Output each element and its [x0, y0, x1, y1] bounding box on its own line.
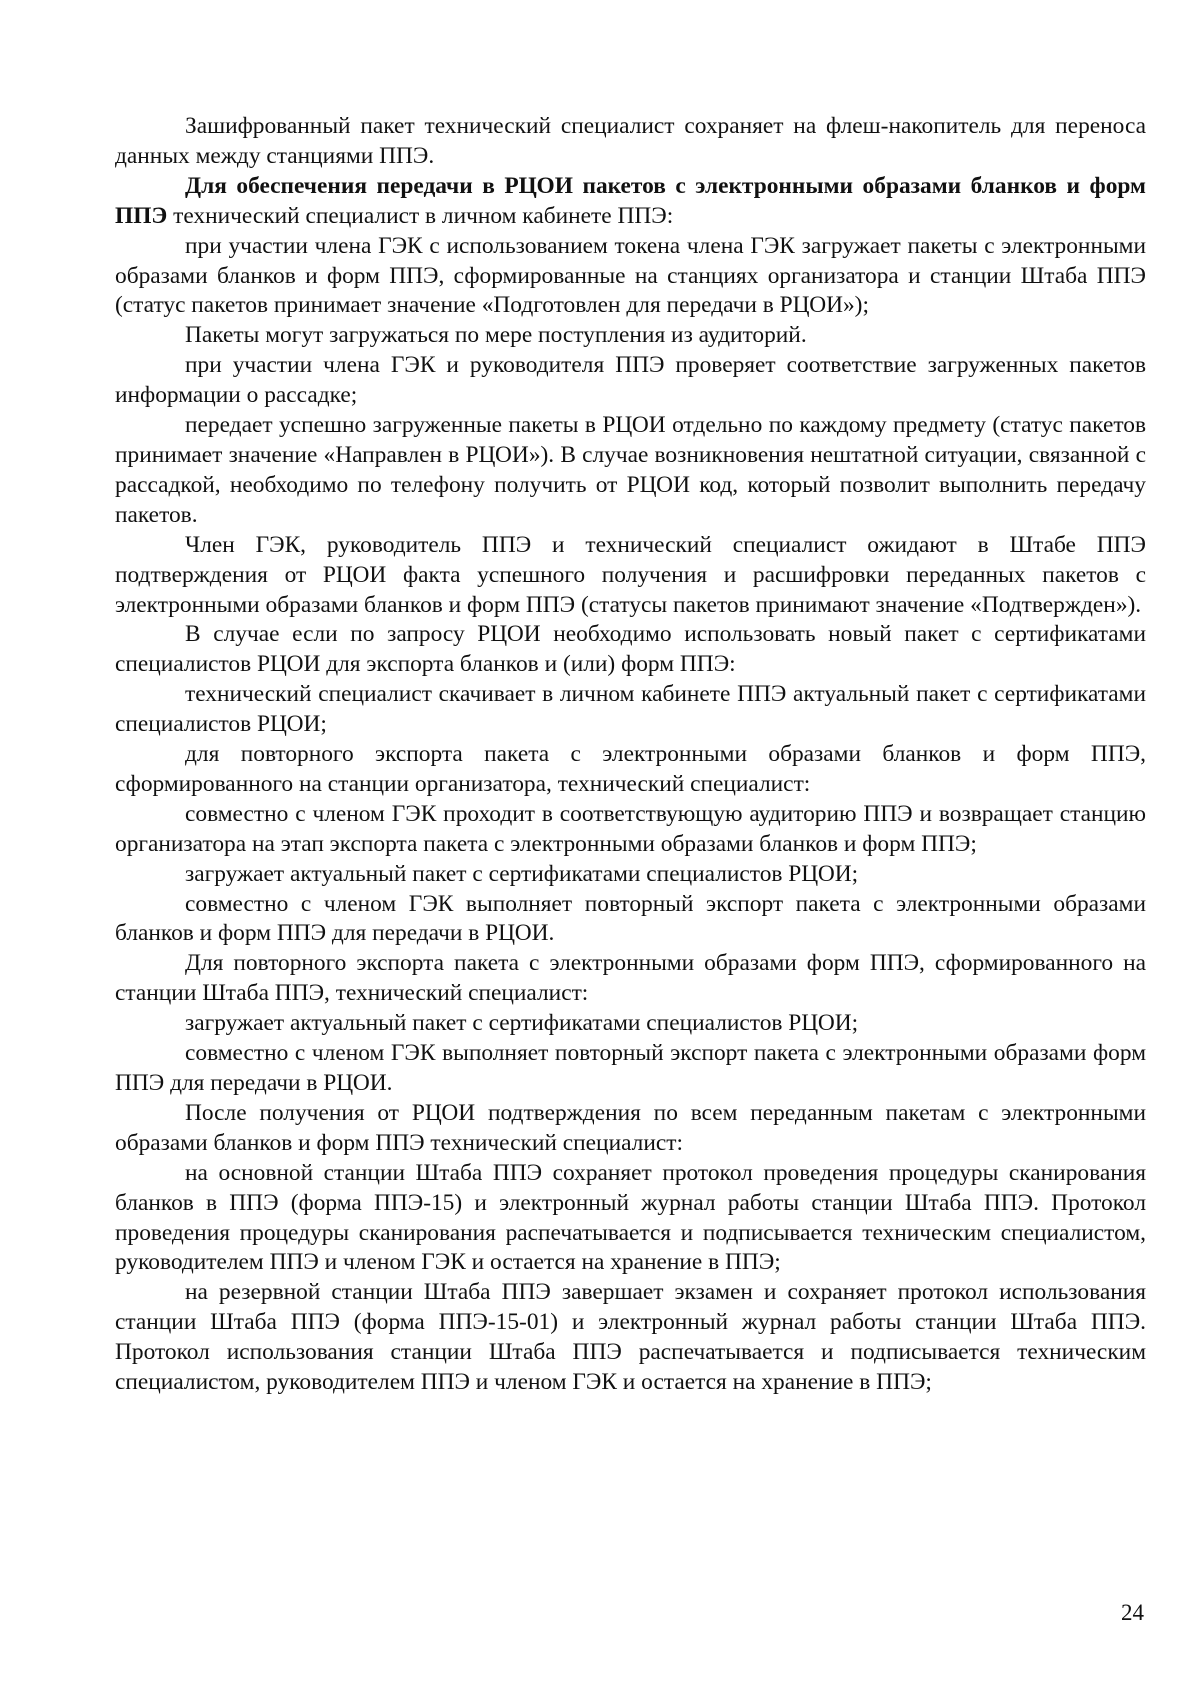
paragraph-12: загружает актуальный пакет с сертификатами специалистов РЦОИ; — [185, 860, 859, 887]
paragraph-19: на резервной станции Штаба ППЭ завершает экзамен и сохраняет протокол использования станции Штаба ППЭ (форма ППЭ-15-01) и электронный журнал работы станции Штаба ППЭ. Протокол использования станции Штаба ППЭ распечатывается и подписывается техническим специалистом, руководителем ППЭ и членом ГЭК и остается на хранение в ППЭ; — [115, 1279, 1146, 1396]
paragraph-18: на основной станции Штаба ППЭ сохраняет протокол проведения процедуры сканирования бланков в ППЭ (форма ППЭ-15) и электронный журнал работы станции Штаба ППЭ. Протокол проведения процедуры сканирования распечатывается и подписывается техническим специалистом, руководителем ППЭ и членом ГЭК и остается на хранение в ППЭ; — [115, 1159, 1146, 1276]
paragraph-6: передает успешно загруженные пакеты в РЦОИ отдельно по каждому предмету (статус пакетов принимает значение «Направлен в РЦОИ»). В случае возникновения нештатной ситуации, связанной с рассадкой, необходимо по телефону получить от РЦОИ код, который позволит выполнить передачу пакетов. — [115, 412, 1146, 528]
paragraph-10: для повторного экспорта пакета с электронными образами бланков и форм ППЭ, сформированного на станции организатора, технический специалист: — [115, 741, 1146, 797]
paragraph-5: при участии члена ГЭК и руководителя ППЭ проверяет соответствие загруженных пакетов информации о рассадке; — [115, 352, 1146, 409]
paragraph-3: при участии члена ГЭК с использованием токена члена ГЭК загружает пакеты с электронными образами бланков и форм ППЭ, сформированные на станциях организатора и станции Штаба ППЭ (статус пакетов принимает значение «Подготовлен для передачи в РЦОИ»); — [115, 232, 1146, 319]
paragraph-2: Для обеспечения передачи в РЦОИ пакетов с электронными образами бланков и форм ППЭ технический специалист в личном кабинете ППЭ: — [115, 172, 1146, 229]
paragraph-9: технический специалист скачивает в личном кабинете ППЭ актуальный пакет с сертификатами специалистов РЦОИ; — [115, 681, 1146, 738]
paragraph-17: После получения от РЦОИ подтверждения по всем переданным пакетам с электронными образами бланков и форм ППЭ технический специалист: — [115, 1099, 1146, 1156]
paragraph-13: совместно с членом ГЭК выполняет повторный экспорт пакета с электронными образами бланков и форм ППЭ для передачи в РЦОИ. — [115, 890, 1146, 947]
paragraph-11: совместно с членом ГЭК проходит в соответствующую аудиторию ППЭ и возвращает станцию организатора на этап экспорта пакета с электронными образами бланков и форм ППЭ; — [115, 800, 1146, 857]
paragraph-8: В случае если по запросу РЦОИ необходимо использовать новый пакет с сертификатами специалистов РЦОИ для экспорта бланков и (или) форм ППЭ: — [115, 621, 1146, 678]
paragraph-4: Пакеты могут загружаться по мере поступления из аудиторий. — [185, 322, 807, 349]
paragraph-7: Член ГЭК, руководитель ППЭ и технический специалист ожидают в Штабе ППЭ подтверждения от РЦОИ факта успешного получения и расшифровки переданных пакетов с электронными образами бланков и форм ППЭ (статусы пакетов принимают значение «Подтвержден»). — [115, 531, 1146, 618]
document-body — [115, 112, 1146, 1398]
paragraph-14: Для повторного экспорта пакета с электронными образами форм ППЭ, сформированного на станции Штаба ППЭ, технический специалист: — [115, 950, 1146, 1007]
page-number: 24 — [1121, 1600, 1144, 1625]
bold-lead: Для обеспечения передачи в РЦОИ пакетов с электронными образами бланков и форм ППЭ — [115, 172, 1146, 229]
paragraph-1: Зашифрованный пакет технический специалист сохраняет на флеш-накопитель для переноса данных между станциями ППЭ. — [115, 113, 1146, 169]
paragraph-15: загружает актуальный пакет с сертификатами специалистов РЦОИ; — [185, 1010, 859, 1037]
paragraph-16: совместно с членом ГЭК выполняет повторный экспорт пакета с электронными образами форм ППЭ для передачи в РЦОИ. — [115, 1040, 1146, 1096]
